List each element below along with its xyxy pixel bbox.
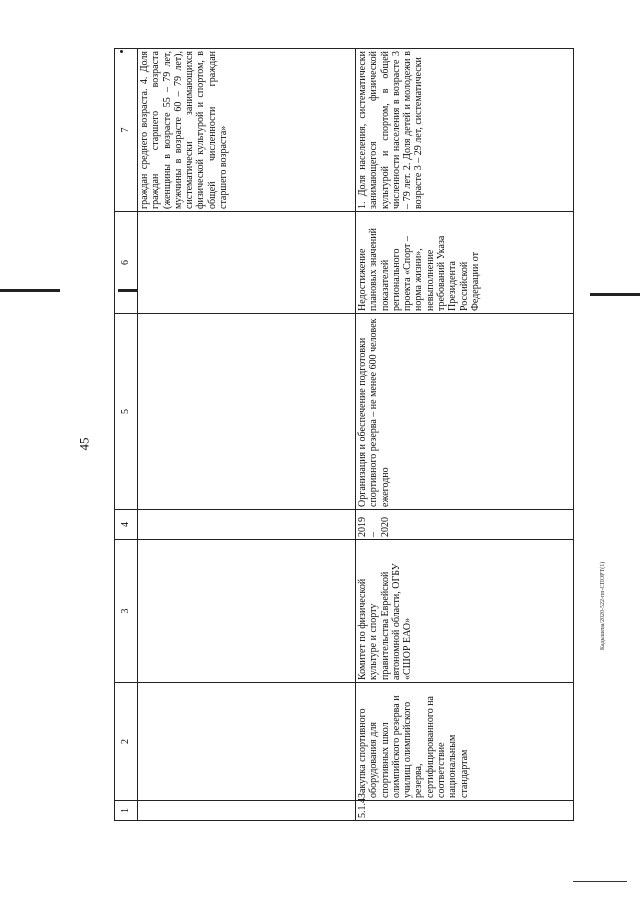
table-row [138, 49, 356, 821]
col-header-1: 1 [115, 801, 138, 821]
table-row [356, 49, 574, 821]
bottom-rule [573, 881, 627, 882]
col-header-5: 5 [115, 314, 138, 510]
cell-responsible [138, 540, 356, 683]
cell-number: 5.1.4 [356, 801, 574, 821]
document-code: Кадышева/2020-522-пп-СПОРТ(1) [600, 561, 606, 650]
col-header-3: 3 [115, 540, 138, 683]
col-header-4: 4 [115, 510, 138, 540]
header-row [115, 49, 138, 821]
cell-measure: Закупка спортивного оборудования для спортивных школ олимпийского резерва и училищ олимпийского резерва, сертифицированного на соответствие национальным стандартам [356, 683, 574, 801]
cell-measure [138, 683, 356, 801]
cell-responsible: Комитет по физической культуре и спорту правительства Еврейской автономной области, ОГБУ «СШОР ЕАО» [356, 540, 574, 683]
cell-consequences [138, 212, 356, 314]
scan-mark-right [590, 293, 640, 296]
cell-number [138, 801, 356, 821]
program-measures-table [114, 48, 574, 821]
cell-consequences: Недостижение плановых значений показателей регионального проекта «Спорт – норма жизни», невыполнение требований Указа Президента Российской Федерации от [356, 212, 574, 314]
cell-result: Организация и обеспечение подготовки спортивного резерва – не менее 600 человек ежегодно [356, 314, 574, 510]
cell-indicators: граждан среднего возраста. 4. Доля граждан старшего возраста (женщины в возрасте 55 – 79 лет, мужчины в возрасте 60 – 79 лет), систематически занимающихся физической культурой и спортом, в общей численности граждан старшего возраста» [138, 49, 356, 212]
scan-mark-left [0, 289, 60, 292]
cell-result [138, 314, 356, 510]
cell-period [138, 510, 356, 540]
cell-period: 2019 – 2020 [356, 510, 574, 540]
page-number: 45 [76, 437, 92, 451]
col-header-7: 7 [115, 49, 138, 212]
col-header-6: 6 [115, 212, 138, 314]
cell-indicators: 1. Доля населения, систематически занимающегося физической культурой и спортом, в общей численности населения в возрасте 3 – 79 лет. 2. Доля детей и молодежи в возрасте 3 – 29 лет, систематически [356, 49, 574, 212]
rotated-table-wrapper [114, 49, 572, 821]
col-header-2: 2 [115, 683, 138, 801]
